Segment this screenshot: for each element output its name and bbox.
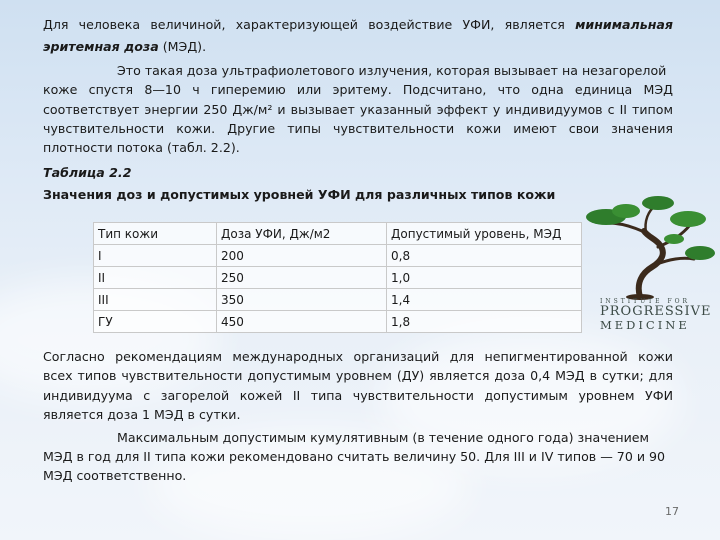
para1-line: Это такая доза ультрафиолетового излучения, которая вызывает на незагорелой bbox=[117, 63, 667, 78]
table-cell: 250 bbox=[217, 267, 387, 289]
term-minimal: минимальная bbox=[575, 17, 673, 32]
table-header-cell: Допустимый уровень, МЭД bbox=[387, 223, 582, 245]
para2-line: Согласно рекомендациям международных организаций для непигментированной кожи bbox=[43, 349, 673, 364]
table-row bbox=[94, 245, 582, 267]
intro-line-1 bbox=[43, 15, 673, 34]
table-cell: I bbox=[94, 245, 217, 267]
logo-line-2: PROGRESSIVE bbox=[600, 304, 712, 319]
para2-line: всех типов чувствительности допустимым уровнем (ДУ) является доза 0,4 МЭД в сутки; для bbox=[43, 368, 673, 383]
logo-line-3: MEDICINE bbox=[600, 318, 690, 332]
table-cell: 1,8 bbox=[387, 311, 582, 333]
para2-line: является доза 1 МЭД в сутки. bbox=[43, 407, 241, 422]
table-caption: Таблица 2.2 bbox=[43, 165, 132, 180]
table-cell: 1,0 bbox=[387, 267, 582, 289]
term-erythema-dose: эритемная доза bbox=[43, 39, 159, 54]
table-header-row bbox=[94, 223, 582, 245]
doses-table bbox=[93, 222, 582, 333]
table-row bbox=[94, 267, 582, 289]
bonsai-tree-logo-icon bbox=[582, 195, 717, 300]
para2-line: индивидуума с загорелой кожей II типа чувствительности допустимым уровнем УФИ bbox=[43, 388, 673, 403]
para3-line: Максимальным допустимым кумулятивным (в течение одного года) значением bbox=[117, 430, 650, 445]
table-cell: III bbox=[94, 289, 217, 311]
table-row bbox=[94, 289, 582, 311]
intro-abbrev: (МЭД). bbox=[158, 39, 207, 54]
table-cell: II bbox=[94, 267, 217, 289]
table-cell: 0,8 bbox=[387, 245, 582, 267]
para1-line: плотности потока (табл. 2.2). bbox=[43, 140, 240, 155]
para1-line: коже спустя 8—10 ч гиперемию или эритему. Подсчитано, что одна единица МЭД bbox=[43, 82, 673, 97]
para3-line: МЭД в год для II типа кожи рекомендовано считать величину 50. Для III и IV типов — 70 и 90 bbox=[43, 449, 666, 464]
table-cell: ГУ bbox=[94, 311, 217, 333]
page-number: 17 bbox=[665, 505, 679, 518]
para1-line: соответствует энергии 250 Дж/м² и вызывает указанный эффект у индивидуумов с II типом bbox=[43, 102, 673, 117]
intro-line-2 bbox=[43, 37, 206, 56]
intro-text: Для человека величиной, характеризующей воздействие УФИ, является bbox=[43, 17, 565, 32]
table-cell: 450 bbox=[217, 311, 387, 333]
table-row bbox=[94, 311, 582, 333]
table-cell: 1,4 bbox=[387, 289, 582, 311]
para3-line: МЭД соответственно. bbox=[43, 468, 187, 483]
table-cell: 350 bbox=[217, 289, 387, 311]
table-title: Значения доз и допустимых уровней УФИ для различных типов кожи bbox=[43, 187, 556, 202]
para1-line: чувствительности кожи. Другие типы чувствительности кожи имеют свои значения bbox=[43, 121, 673, 136]
table-cell: 200 bbox=[217, 245, 387, 267]
table-header-cell: Доза УФИ, Дж/м2 bbox=[217, 223, 387, 245]
logo-line-1: INSTITUTE FOR bbox=[600, 298, 691, 305]
table-header-cell: Тип кожи bbox=[94, 223, 217, 245]
